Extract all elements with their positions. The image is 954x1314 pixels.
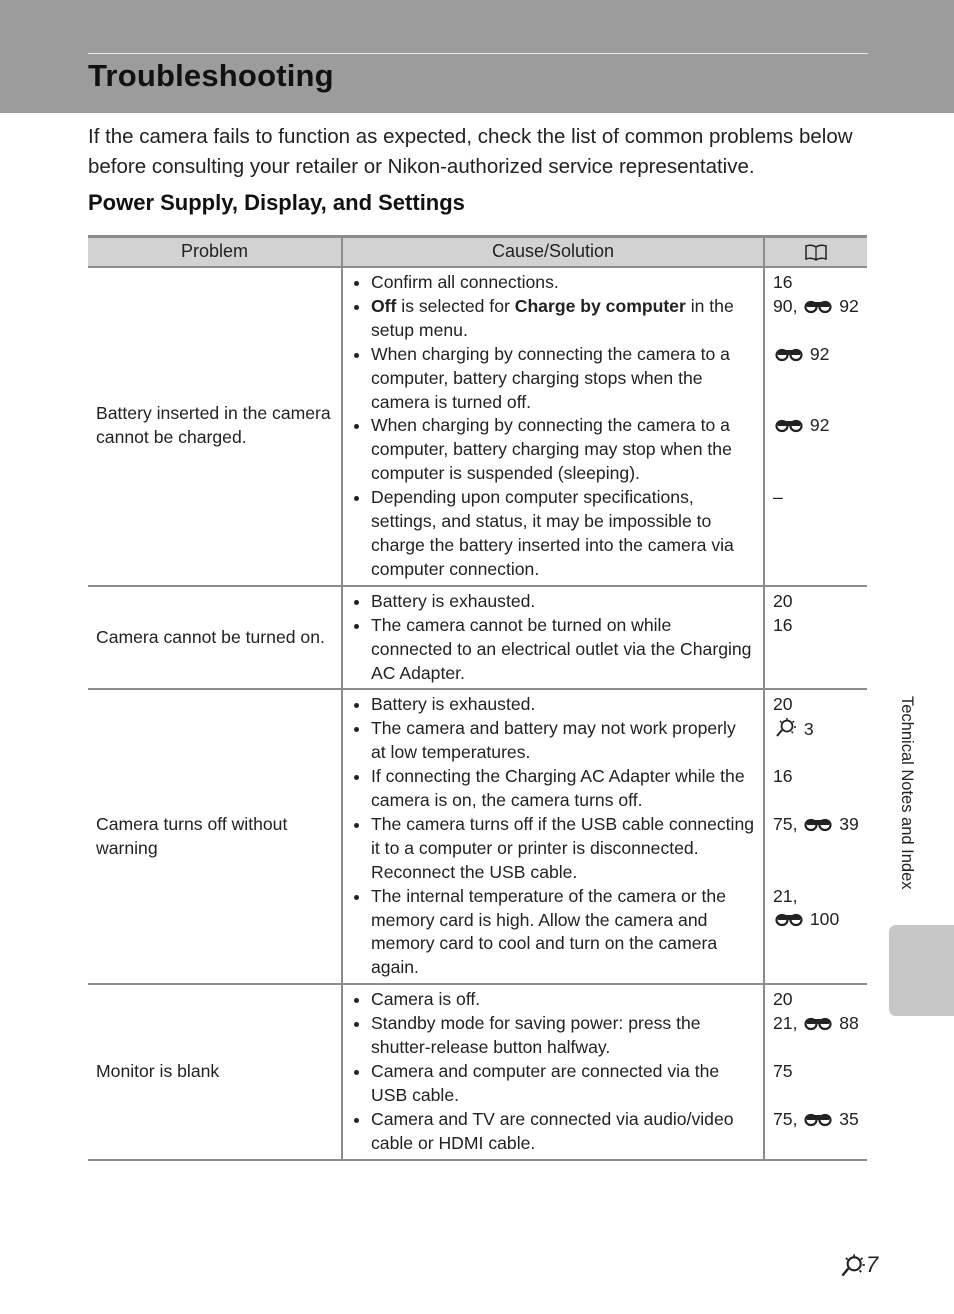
table-row — [88, 984, 867, 1159]
reference-value: – — [773, 487, 783, 508]
reference-value: 90, 92 — [773, 295, 859, 316]
cause-item: Camera is off. — [351, 988, 755, 1012]
table-header-row — [88, 237, 867, 268]
reference-value: 20 — [773, 989, 793, 1010]
reference-section-icon — [804, 818, 832, 832]
reference-value: 92 — [773, 414, 861, 438]
cause-cell — [342, 984, 764, 1159]
reference-section-icon — [775, 348, 803, 362]
reference-section-icon — [775, 913, 803, 927]
page-number — [840, 1252, 878, 1278]
side-tab[interactable] — [889, 925, 954, 1016]
cause-item: Battery is exhausted. — [351, 590, 755, 614]
cause-cell — [342, 689, 764, 984]
reference-section-icon — [804, 1113, 832, 1127]
reference-section-icon — [804, 1017, 832, 1031]
reference-value: 75, 39 — [773, 813, 859, 834]
reference-value: 75, 35 — [773, 1108, 859, 1129]
reference-value: 16 — [773, 272, 793, 292]
reference-value: 21, — [773, 885, 798, 906]
cause-item: The camera turns off if the USB cable connecting it to a computer or printer is disconnected. Reconnect the USB cable. — [351, 813, 755, 885]
reference-section-icon — [775, 419, 803, 433]
page-number-value: 7 — [866, 1252, 879, 1277]
reference-value: 75 — [773, 1060, 793, 1081]
cause-item: When charging by connecting the camera to a computer, battery charging may stop when the computer is suspended (sleeping). — [351, 414, 755, 486]
reference-cell — [764, 984, 867, 1159]
intro-paragraph: If the camera fails to function as expected, check the list of common problems below before consulting your retailer or Nikon-authorized service representative. — [88, 125, 853, 178]
reference-value: 16 — [773, 614, 793, 635]
cause-item: Battery is exhausted. — [351, 693, 755, 717]
reference-cell — [764, 689, 867, 984]
reference-value: 100 — [773, 908, 861, 932]
cause-cell — [342, 267, 764, 586]
cause-item: Camera and TV are connected via audio/video cable or HDMI cable. — [351, 1108, 755, 1156]
page-title: Troubleshooting — [88, 58, 334, 93]
header-reference — [764, 237, 867, 268]
cause-item: The camera and battery may not work properly at low temperatures. — [351, 717, 755, 765]
cause-item: Depending upon computer specifications, settings, and status, it may be impossible to charge the battery inserted into the camera via computer connection. — [351, 486, 755, 582]
cause-item: The camera cannot be turned on while connected to an electrical outlet via the Charging AC Adapter. — [351, 614, 755, 686]
book-icon — [803, 243, 829, 261]
cause-keyword: Charge by computer — [514, 295, 686, 316]
reference-value: 20 — [773, 590, 793, 611]
cause-item: If connecting the Charging AC Adapter while the camera is on, the camera turns off. — [351, 765, 755, 813]
header-rule — [88, 53, 868, 54]
troubleshooting-table — [88, 235, 867, 1161]
technical-notes-icon — [840, 1253, 866, 1277]
side-tab-label: Technical Notes and Index — [898, 696, 916, 890]
problem-cell: Camera cannot be turned on. — [88, 586, 342, 690]
cause-item: Standby mode for saving power: press the shutter-release button halfway. — [351, 1012, 755, 1060]
cause-item: Camera and computer are connected via the USB cable. — [351, 1060, 755, 1108]
reference-value: 16 — [773, 766, 793, 787]
table-row — [88, 689, 867, 984]
cause-item: Confirm all connections. — [351, 271, 755, 295]
problem-cell: Monitor is blank — [88, 984, 342, 1159]
reference-value: 21, 88 — [773, 1013, 859, 1034]
reference-value: 92 — [773, 343, 861, 367]
reference-section-icon — [804, 300, 832, 314]
reference-value: 20 — [773, 694, 793, 715]
header-band — [0, 0, 954, 113]
cause-item: Off is selected for Charge by computer in the setup menu. — [351, 295, 755, 343]
cause-cell — [342, 586, 764, 690]
cause-item: When charging by connecting the camera to a computer, battery charging stops when the camera is turned off. — [351, 343, 755, 415]
reference-cell — [764, 586, 867, 690]
section-heading: Power Supply, Display, and Settings — [88, 190, 465, 215]
header-cause: Cause/Solution — [342, 237, 764, 268]
problem-cell: Battery inserted in the camera cannot be charged. — [88, 267, 342, 586]
technical-notes-icon — [775, 717, 797, 737]
cause-item: The internal temperature of the camera or the memory card is high. Allow the camera and memory card to cool and turn on the camera again. — [351, 885, 755, 981]
reference-value: 3 — [773, 717, 861, 741]
table-row — [88, 267, 867, 586]
problem-cell: Camera turns off without warning — [88, 689, 342, 984]
header-problem: Problem — [88, 237, 342, 268]
cause-keyword: Off — [371, 295, 397, 316]
table-row — [88, 586, 867, 690]
reference-cell — [764, 267, 867, 586]
